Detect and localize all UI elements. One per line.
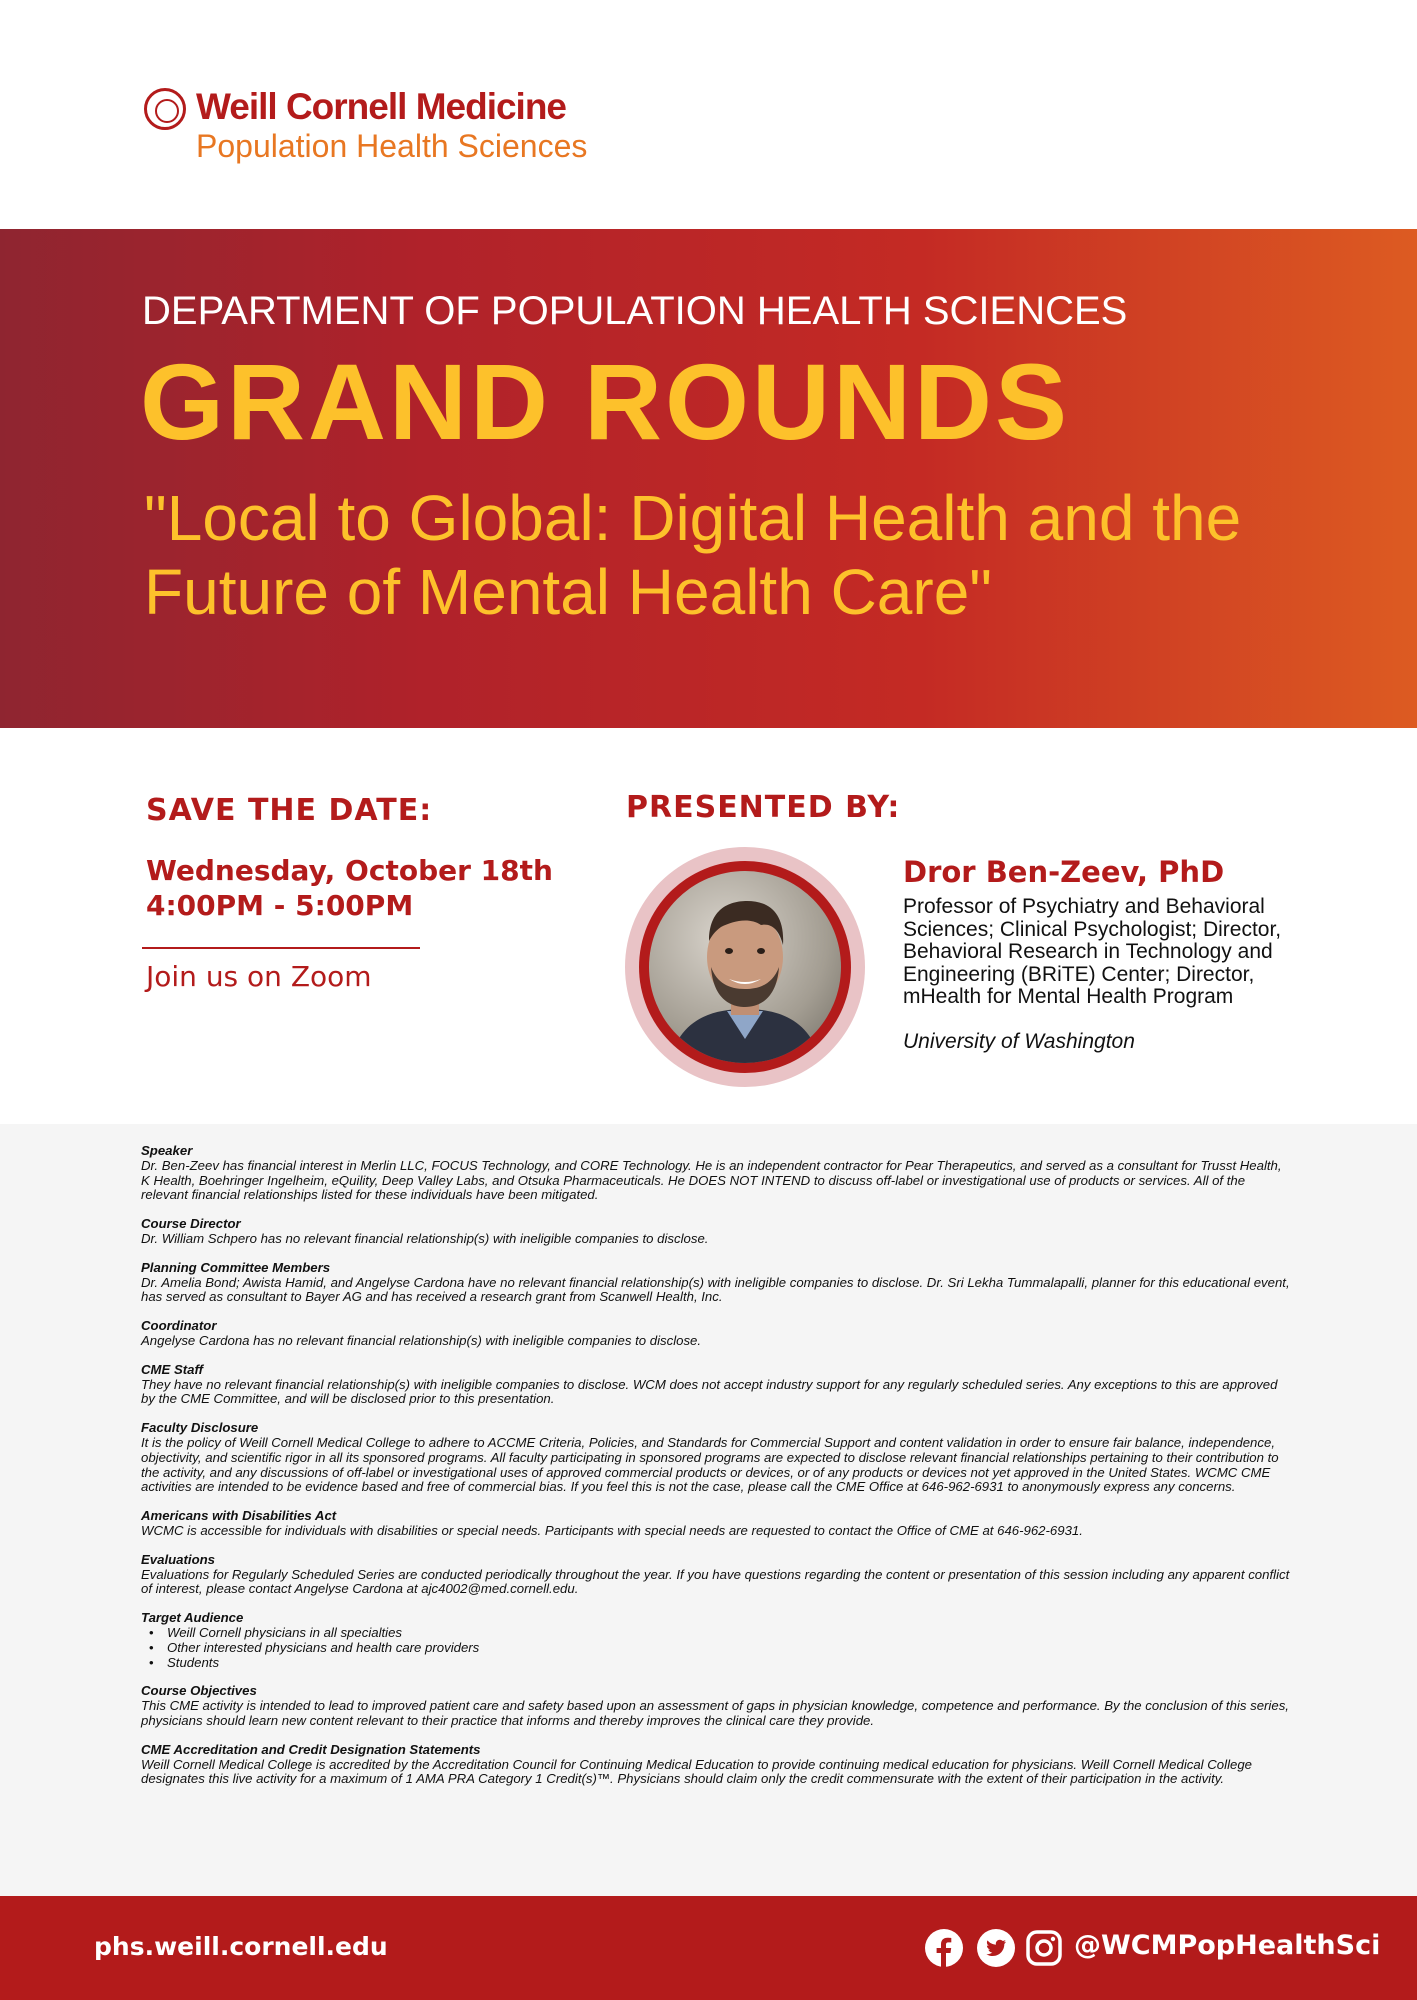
event-date: Wednesday, October 18th (146, 854, 553, 887)
disclosure-cme-staff (141, 1363, 1291, 1407)
divider (142, 947, 420, 949)
section-text: Dr. William Schpero has no relevant financial relationship(s) with ineligible companies to disclose. (141, 1230, 709, 1246)
section-text: Dr. Amelia Bond; Awista Hamid, and Angelyse Cardona have no relevant financial relationship(s) with ineligible companies to disclose. Dr. Sri Lekha Tummalapalli, planner for this educational event, has served as consultant to Bayer AG and has received a research grant from Scanwell Health, Inc. (141, 1274, 1290, 1305)
disclosure-accreditation (141, 1743, 1291, 1787)
section-heading: Americans with Disabilities Act (141, 1508, 337, 1524)
section-heading: Speaker (141, 1143, 193, 1158)
list-item: • Weill Cornell physicians in all specialties (141, 1626, 1291, 1641)
section-text: Angelyse Cardona has no relevant financial relationship(s) with ineligible companies to disclose. (141, 1332, 702, 1348)
disclosure-planning-committee (141, 1261, 1291, 1305)
disclosure-target-audience (141, 1611, 1291, 1670)
disclosure-objectives (141, 1684, 1291, 1728)
logo-name: Weill Cornell Medicine (196, 86, 567, 127)
speaker-affiliation: University of Washington (903, 1030, 1135, 1053)
talk-title: "Local to Global: Digital Health and the Future of Mental Health Care" (144, 482, 1242, 628)
audience-list (141, 1626, 1291, 1670)
save-the-date-heading: SAVE THE DATE: (146, 793, 433, 828)
banner-title: GRAND ROUNDS (140, 341, 1071, 462)
facebook-icon[interactable] (924, 1928, 964, 1968)
section-heading: Target Audience (141, 1610, 244, 1626)
cornell-seal-icon (144, 88, 186, 130)
section-heading: Course Director (141, 1216, 241, 1232)
section-heading: Evaluations (141, 1551, 216, 1567)
section-heading: Coordinator (141, 1318, 217, 1334)
social-handle[interactable]: @WCMPopHealthSci (1074, 1930, 1381, 1961)
zoom-link[interactable]: Join us on Zoom (146, 960, 372, 993)
disclosure-coordinator (141, 1319, 1291, 1349)
section-text: WCMC is accessible for individuals with disabilities or special needs. Participants with special needs are requested to contact the Office of CME at 646-962-6931. (141, 1522, 1083, 1538)
twitter-icon[interactable] (976, 1928, 1016, 1968)
section-heading: CME Staff (141, 1361, 204, 1377)
logo-department: Population Health Sciences (196, 128, 588, 164)
section-text: They have no relevant financial relationship(s) with ineligible companies to disclose. WCM does not accept industry support for any regularly scheduled series. Any exceptions to this are approved by the CME Committee, and will be disclosed prior to this presentation. (141, 1376, 1278, 1407)
instagram-icon[interactable] (1024, 1928, 1064, 1968)
disclosure-faculty (141, 1421, 1291, 1495)
disclosure-course-director (141, 1217, 1291, 1247)
section-text: Evaluations for Regularly Scheduled Series are conducted periodically throughout the year. If you have questions regarding the content or presentation of this session including any apparent conflict of interest, please contact Angelyse Cardona at ajc4002@med.cornell.edu. (141, 1566, 1290, 1597)
section-heading: Planning Committee Members (141, 1259, 331, 1275)
banner-department: DEPARTMENT OF POPULATION HEALTH SCIENCES (142, 289, 1128, 333)
speaker-photo (649, 871, 841, 1063)
speaker-title: Professor of Psychiatry and Behavioral Sciences; Clinical Psychologist; Director, Behavioral Research in Technology and Engineering (BRiTE) Center; Director, mHealth for Mental Health Program (903, 895, 1282, 1008)
section-heading: Faculty Disclosure (141, 1420, 259, 1436)
speaker-name: Dror Ben-Zeev, PhD (903, 855, 1225, 889)
section-text: It is the policy of Weill Cornell Medical College to adhere to ACCME Criteria, Policies, and Standards for Commercial Support and content validation in order to ensure fair balance, independence, objectivity, and scientific rigor in all its sponsored programs. All faculty participating in sponsored programs are expected to disclose relevant financial relationships pertaining to their contribution to the activity, and any discussions of off-label or investigational uses of approved commercial products or devices, or of any products or devices not yet approved in the United States. WCMC CME activities are intended to be evidence based and free of commercial bias. If you feel this is not the case, please call the CME Office at 646-962-6931 to anonymously express any concerns. (141, 1434, 1279, 1495)
section-text: Dr. Ben-Zeev has financial interest in Merlin LLC, FOCUS Technology, and CORE Technology. He is an independent contractor for Pear Therapeutics, and served as a consultant for Trusst Health, K Health, Boehringer Ingelheim, eQuility, Deep Valley Labs, and Otsuka Pharmaceuticals. He DOES NOT INTEND to discuss off-label or investigational use of products or services. All of the relevant financial relationships listed for these individuals have been mitigated. (141, 1157, 1282, 1203)
section-heading: CME Accreditation and Credit Designation Statements (141, 1741, 481, 1757)
speaker-photo-frame (625, 847, 865, 1087)
disclosure-speaker (141, 1144, 1291, 1203)
event-time: 4:00PM - 5:00PM (146, 889, 414, 922)
section-heading: Course Objectives (141, 1683, 257, 1699)
section-text: Weill Cornell Medical College is accredited by the Accreditation Council for Continuing Medical Education to provide continuing medical education for physicians. Weill Cornell Medical College designates this live activity for a maximum of 1 AMA PRA Category 1 Credit(s)™. Physicians should claim only the credit commensurate with the extent of their participation in the activity. (141, 1756, 1253, 1787)
disclosure-evaluations (141, 1553, 1291, 1597)
disclosure-ada (141, 1509, 1291, 1539)
section-text: This CME activity is intended to lead to improved patient care and safety based upon an assessment of gaps in physician knowledge, competence and performance. By the conclusion of this series, physicians should learn new content relevant to their practice that informs and thereby improves the clinical care they provide. (141, 1698, 1289, 1728)
list-item: • Students (141, 1656, 1291, 1671)
list-item: • Other interested physicians and health care providers (141, 1641, 1291, 1656)
disclosures-panel (0, 1124, 1417, 1896)
title-banner (0, 229, 1417, 728)
presented-by-heading: PRESENTED BY: (626, 790, 901, 825)
footer (0, 1896, 1417, 2000)
website-link[interactable]: phs.weill.cornell.edu (94, 1932, 388, 1961)
